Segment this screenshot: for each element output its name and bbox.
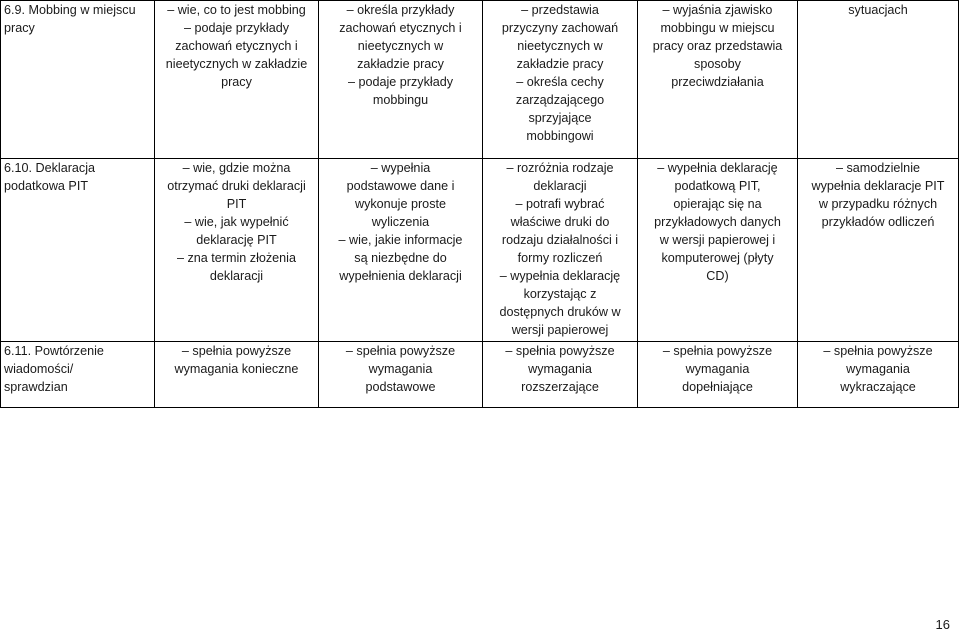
requirement-line: zakładzie pracy	[516, 57, 604, 71]
requirement-line: sytuacjach	[848, 3, 908, 17]
requirement-line: deklarację PIT	[196, 233, 277, 247]
requirement-line: mobbingowi	[526, 129, 594, 143]
requirements-basic-cell	[319, 342, 483, 408]
requirement-line: wersji papierowej	[511, 323, 609, 337]
table-row	[1, 159, 959, 342]
table-row	[1, 1, 959, 159]
requirement-line: opierając się na	[673, 197, 762, 211]
requirements-necessary-cell	[155, 1, 319, 159]
requirements-beyond-cell	[798, 342, 959, 408]
requirement-line: w przypadku różnych	[818, 197, 938, 211]
requirement-line: wykraczające	[840, 380, 916, 394]
requirement-line: mobbingu	[372, 93, 429, 107]
requirements-beyond-cell	[798, 1, 959, 159]
requirement-line: wymagania	[846, 362, 910, 376]
requirement-line: rozszerzające	[521, 380, 599, 394]
requirement-line: – podaje przykłady	[347, 75, 453, 89]
requirements-supplementary-cell	[638, 159, 798, 342]
requirement-line: – wie, jak wypełnić	[184, 215, 289, 229]
requirement-line: – wypełnia	[370, 161, 431, 175]
requirement-line: rodzaju działalności i	[501, 233, 619, 247]
requirement-line: przyczyny zachowań	[501, 21, 619, 35]
topic-cell	[1, 1, 155, 159]
requirement-line: dostępnych druków w	[499, 305, 621, 319]
requirement-line: podatkową PIT,	[674, 179, 761, 193]
requirement-line: – wyjaśnia zjawisko	[662, 3, 773, 17]
requirement-line: otrzymać druki deklaracji	[167, 179, 306, 193]
page-number: 16	[935, 617, 950, 632]
requirement-line: komputerowej (płyty	[661, 251, 774, 265]
requirements-extended-cell	[483, 1, 638, 159]
requirement-line: wymagania	[368, 362, 433, 376]
requirements-supplementary-cell	[638, 1, 798, 159]
requirement-line: wypełnienia deklaracji	[339, 269, 462, 283]
requirement-line: wymagania	[685, 362, 750, 376]
requirement-line: zakładzie pracy	[357, 57, 444, 71]
topic-line: 6.9. Mobbing w miejscu	[4, 3, 136, 17]
requirement-line: zachowań etycznych i	[175, 39, 298, 53]
requirement-line: wymagania konieczne	[174, 362, 299, 376]
requirement-line: pracy oraz przedstawia	[652, 39, 783, 53]
requirement-line: – spełnia powyższe	[345, 344, 456, 358]
requirement-line: – wie, co to jest mobbing	[167, 3, 306, 17]
requirement-line: – wypełnia deklarację	[657, 161, 778, 175]
requirement-line: – spełnia powyższe	[181, 344, 292, 358]
requirement-line: – określa przykłady	[346, 3, 455, 17]
requirements-supplementary-cell	[638, 342, 798, 408]
requirement-line: właściwe druki do	[510, 215, 610, 229]
requirements-extended-cell	[483, 342, 638, 408]
requirement-line: – wypełnia deklarację	[499, 269, 621, 283]
requirement-line: – określa cechy	[516, 75, 604, 89]
requirement-line: – samodzielnie	[835, 161, 920, 175]
requirement-line: – spełnia powyższe	[662, 344, 773, 358]
requirement-line: zachowań etycznych i	[339, 21, 462, 35]
requirement-line: nieetycznych w	[357, 39, 444, 53]
requirement-line: – podaje przykłady	[183, 21, 289, 35]
requirements-basic-cell	[319, 1, 483, 159]
requirement-line: wyliczenia	[371, 215, 430, 229]
requirement-line: w wersji papierowej i	[659, 233, 776, 247]
requirement-line: wymagania	[528, 362, 592, 376]
requirement-line: sposoby	[694, 57, 741, 71]
requirement-line: nieetycznych w	[517, 39, 603, 53]
requirement-line: są niezbędne do	[354, 251, 447, 265]
requirements-necessary-cell	[155, 342, 319, 408]
requirement-line: CD)	[706, 269, 729, 283]
topic-line: 6.10. Deklaracja	[4, 161, 96, 175]
requirement-line: – wie, jakie informacje	[338, 233, 463, 247]
topic-line: 6.11. Powtórzenie	[4, 344, 104, 358]
topic-line: podatkowa PIT	[4, 179, 89, 193]
topic-line: wiadomości/	[4, 362, 74, 376]
requirement-line: – zna termin złożenia	[176, 251, 296, 265]
requirement-line: nieetycznych w zakładzie	[165, 57, 308, 71]
requirement-line: wypełnia deklaracje PIT	[811, 179, 945, 193]
requirement-line: formy rozliczeń	[517, 251, 603, 265]
requirements-extended-cell	[483, 159, 638, 342]
topic-cell	[1, 159, 155, 342]
requirement-line: – przedstawia	[521, 3, 599, 17]
requirement-line: – rozróżnia rodzaje	[506, 161, 614, 175]
topic-cell	[1, 342, 155, 408]
table-row	[1, 342, 959, 408]
requirement-line: pracy	[221, 75, 252, 89]
requirement-line: – potrafi wybrać	[515, 197, 605, 211]
requirement-line: PIT	[226, 197, 247, 211]
requirement-line: korzystając z	[523, 287, 597, 301]
requirement-line: – spełnia powyższe	[505, 344, 615, 358]
topic-line: pracy	[4, 21, 35, 35]
requirement-line: przykładów odliczeń	[821, 215, 935, 229]
requirements-necessary-cell	[155, 159, 319, 342]
requirement-line: podstawowe	[365, 380, 436, 394]
requirement-line: podstawowe dane i	[346, 179, 455, 193]
requirement-line: zarządzającego	[515, 93, 605, 107]
requirement-line: sprzyjające	[528, 111, 592, 125]
requirement-line: deklaracji	[209, 269, 264, 283]
requirements-beyond-cell	[798, 159, 959, 342]
requirement-line: mobbingu w miejscu	[660, 21, 775, 35]
requirements-basic-cell	[319, 159, 483, 342]
requirement-line: przykładowych danych	[654, 215, 781, 229]
requirement-line: dopełniające	[682, 380, 753, 394]
requirement-line: przeciwdziałania	[671, 75, 764, 89]
topic-line: sprawdzian	[4, 380, 68, 394]
requirement-line: – spełnia powyższe	[823, 344, 933, 358]
requirement-line: deklaracji	[533, 179, 587, 193]
requirement-line: – wie, gdzie można	[182, 161, 291, 175]
requirement-line: wykonuje proste	[354, 197, 446, 211]
